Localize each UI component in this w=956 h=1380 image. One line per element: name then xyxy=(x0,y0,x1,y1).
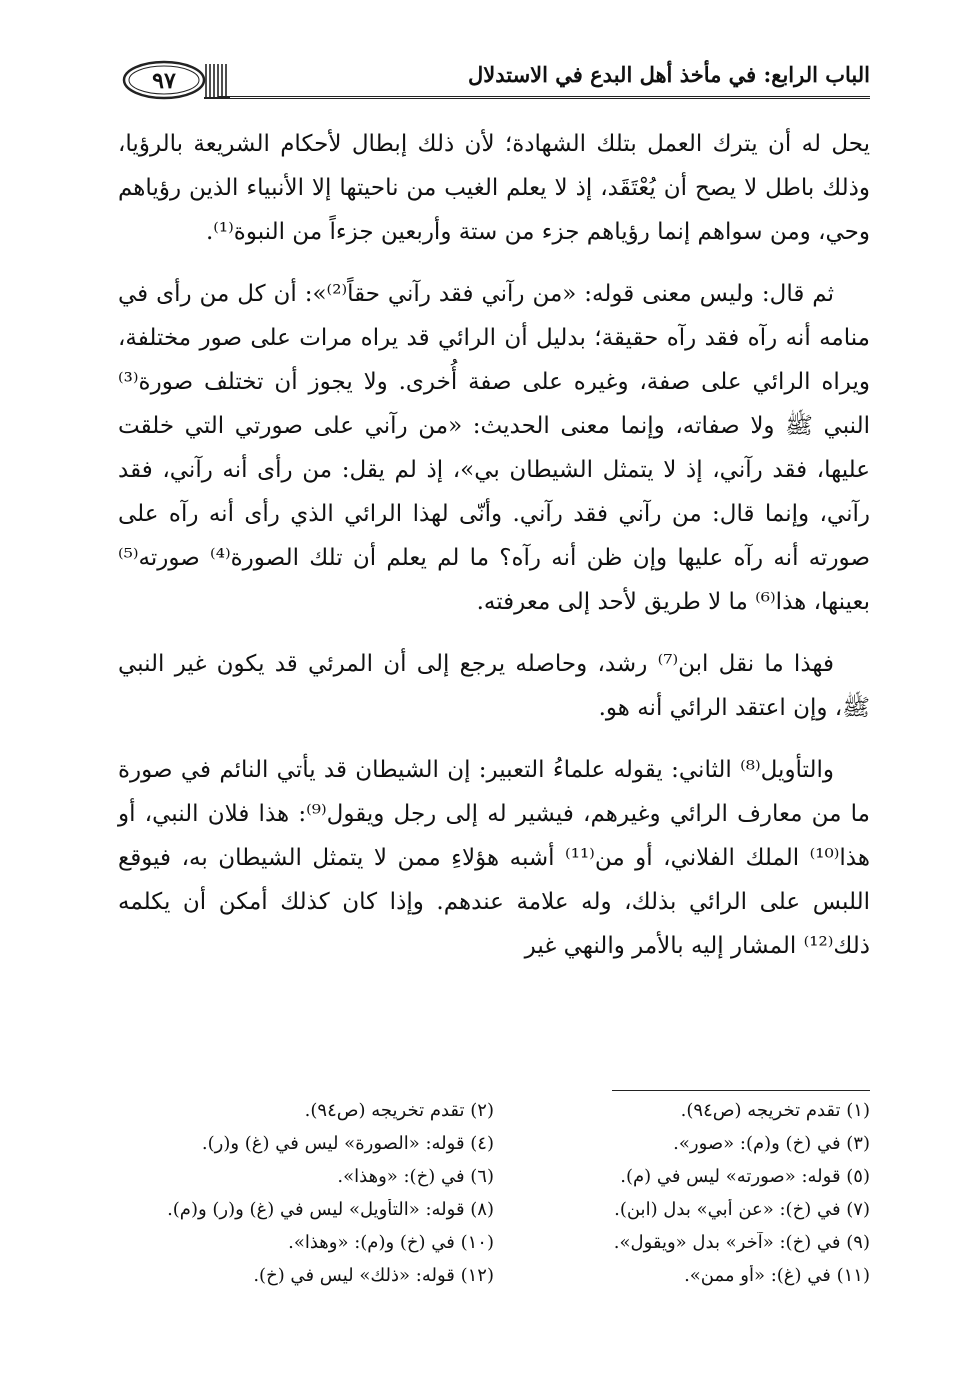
paragraph: يحل له أن يترك العمل بتلك الشهادة؛ لأن ذلك إبطال لأحكام الشريعة بالرؤيا، وذلك باطل لا يصح أن يُعْتَقَد، إذ لا يعلم الغيب من ناحيتها إلا الأنبياء الذين رؤياهم وحي، ومن سواهم إنما رؤياهم جزء من ستة وأربعين جزءاً من النبوة⁽¹⁾. xyxy=(118,131,870,245)
footnote: (٤) قوله: «الصورة» ليس في (غ) و(ر). xyxy=(201,1133,494,1154)
footnote: (١١) في (غ): «أو ممن». xyxy=(684,1265,870,1286)
main-text xyxy=(118,122,870,986)
footnote: (٦) في (خ): «وهذا». xyxy=(337,1166,494,1187)
footnote: (٣) في (خ) و(م): «صور». xyxy=(673,1133,870,1154)
running-title: الباب الرابع: في مأخذ أهل البدع في الاستدلال xyxy=(467,62,870,87)
footnote: (٥) قوله: «صورته» ليس في (م). xyxy=(620,1166,870,1187)
paragraph: فهذا ما نقل ابن⁽⁷⁾ رشد، وحاصله يرجع إلى أن المرئي قد يكون غير النبي ﷺ، وإن اعتقد الرائي أنه هو. xyxy=(118,651,870,721)
footnote: (٨) قوله: «التأويل» ليس في (غ) و(ر) و(م). xyxy=(167,1199,494,1220)
footnote: (٧) في (خ): «عن أبي» بدل (ابن). xyxy=(614,1199,870,1220)
footnote: (١٠) في (خ) و(م): «وهذا». xyxy=(288,1232,494,1253)
header-rule xyxy=(218,96,870,99)
footnote: (١) تقدم تخريجه (ص٩٤). xyxy=(680,1100,870,1121)
page-number: ٩٧ xyxy=(152,68,176,94)
footnote-separator xyxy=(612,1090,870,1091)
page-number-badge xyxy=(118,58,230,106)
footnote: (٩) في (خ): «آخر» بدل «ويقول». xyxy=(613,1232,870,1253)
footnote: (٢) تقدم تخريجه (ص٩٤). xyxy=(304,1100,494,1121)
footnote: (١٢) قوله: «ذلك» ليس في (خ). xyxy=(253,1265,494,1286)
paragraph: ثم قال: وليس معنى قوله: «من رآني فقد رآني حقاً⁽²⁾»: أن كل من رأى في منامه أنه رآه فقد رآه حقيقة؛ بدليل أن الرائي قد يراه مرات على صور مختلفة، ويراه الرائي على صفة، وغيره على صفة أُخرى. ولا يجوز أن تختلف صورة⁽³⁾ النبي ﷺ ولا صفاته، وإنما معنى الحديث: «من رآني على صورتي التي خلقت عليها، فقد رآني، إذ لا يتمثل الشيطان بي»، إذ لم يقل: من رأى أنه رآني، فقد رآني، وإنما قال: من رآني فقد رآني. وأنّى لهذا الرائي الذي رأى أنه رآه على صورته أنه رآه عليها وإن ظن أنه رآه؟ ما لم يعلم أن تلك الصورة⁽⁴⁾ صورته⁽⁵⁾ بعينها، هذا⁽⁶⁾ ما لا طريق لأحد إلى معرفته. xyxy=(118,281,870,615)
paragraph: والتأويل⁽⁸⁾ الثاني: يقوله علماءُ التعبير: إن الشيطان قد يأتي النائم في صورة ما من معارف الرائي وغيرهم، فيشير له إلى رجل ويقول⁽⁹⁾: هذا فلان النبي، أو هذا⁽¹⁰⁾ الملك الفلاني، أو من⁽¹¹⁾ أشبه هؤلاءِ ممن لا يتمثل الشيطان به، فيوقع اللبس على الرائي بذلك، وله علامة عندهم. وإذا كان كذلك أمكن أن يكلمه ذلك⁽¹²⁾ المشار إليه بالأمر والنهي غير xyxy=(118,757,870,959)
page-header xyxy=(118,52,870,108)
footnotes xyxy=(118,1100,870,1298)
